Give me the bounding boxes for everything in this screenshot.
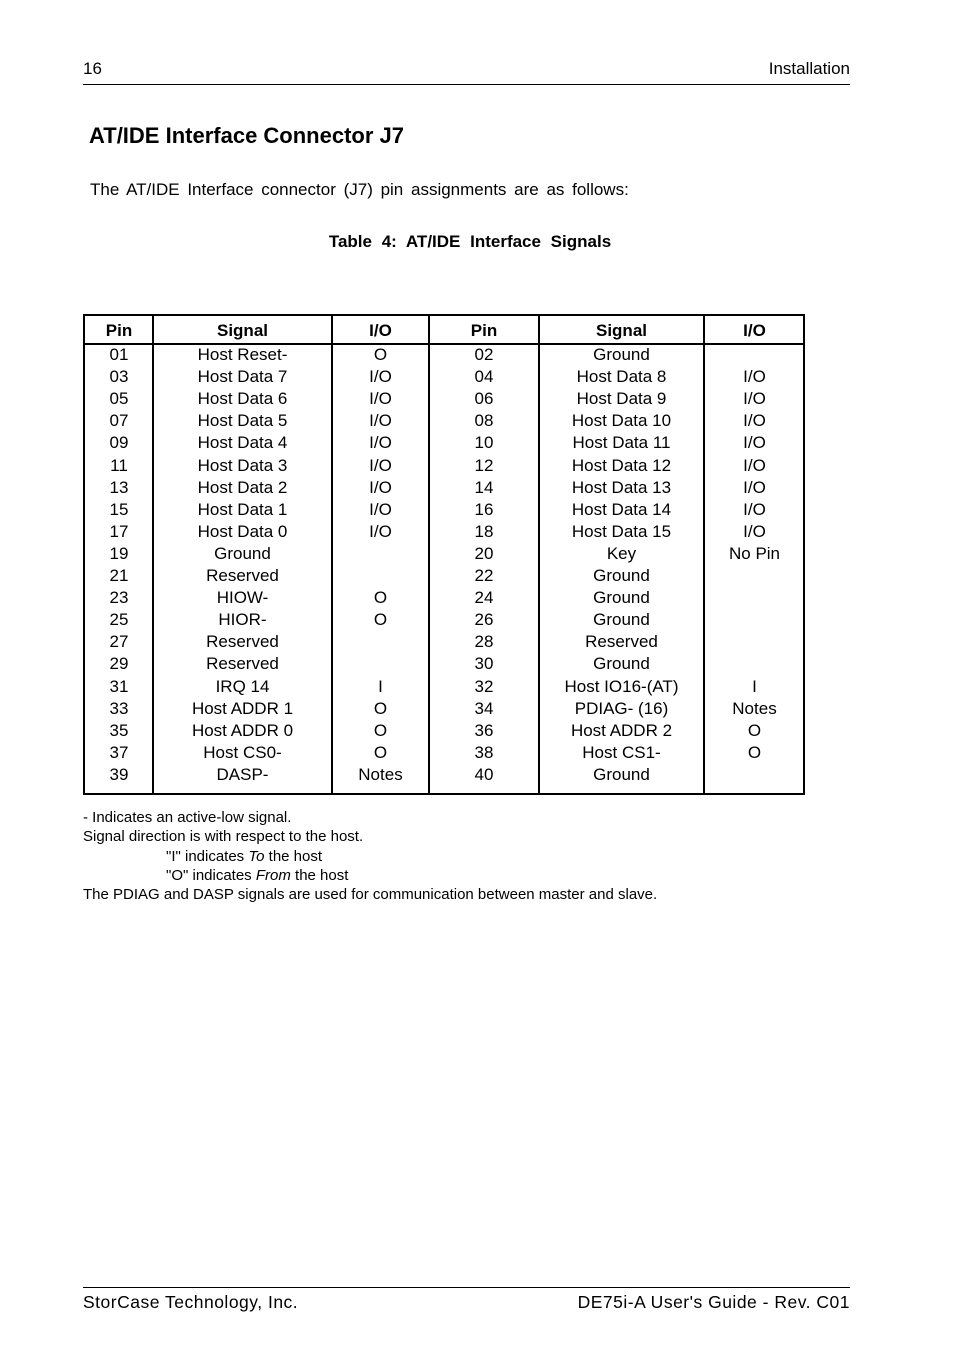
cell-pin-left: 35	[109, 720, 129, 740]
header-signal-right: Signal	[595, 321, 647, 340]
table-notes	[83, 808, 657, 904]
cell-io-left: I	[378, 676, 383, 696]
cell-pin-left: 19	[109, 543, 129, 563]
cell-pin-right: 28	[474, 632, 494, 652]
cell-signal-right: Ground	[593, 588, 650, 608]
cell-pin-right: 40	[474, 764, 494, 784]
cell-signal-left: Host CS0-	[203, 742, 282, 762]
cell-signal-left: Host Data 4	[197, 433, 288, 453]
cell-signal-left: Host Data 5	[197, 411, 288, 431]
cell-io-left: O	[373, 698, 388, 718]
cell-signal-left: Host Reset-	[197, 345, 288, 364]
signal-table	[83, 314, 805, 795]
cell-io-left: Notes	[358, 764, 403, 784]
cell-pin-right: 22	[474, 566, 494, 585]
header-io-left: I/O	[369, 321, 392, 340]
cell-pin-right: 36	[474, 720, 494, 740]
cell-io-left: I/O	[369, 455, 392, 475]
cell-pin-right: 02	[474, 345, 494, 364]
cell-signal-left: Host Data 2	[197, 477, 288, 497]
cell-pin-left: 21	[109, 566, 129, 585]
cell-pin-left: 23	[109, 588, 129, 608]
cell-signal-right: Host Data 10	[571, 411, 672, 431]
page-heading: AT/IDE Interface Connector J7	[89, 123, 404, 148]
cell-signal-right: Ground	[593, 654, 650, 674]
cell-signal-right: Host Data 11	[572, 433, 671, 453]
cell-pin-left: 01	[109, 345, 129, 364]
cell-signal-right: Host ADDR 2	[570, 720, 673, 740]
cell-pin-right: 20	[474, 543, 494, 563]
cell-pin-left: 37	[109, 742, 129, 762]
cell-signal-right: Host CS1-	[582, 742, 661, 762]
cell-io-left: I/O	[369, 367, 392, 387]
cell-pin-right: 10	[474, 433, 494, 453]
cell-signal-left: Host Data 0	[197, 521, 288, 541]
cell-pin-right: 24	[474, 588, 494, 608]
cell-pin-left: 29	[109, 654, 129, 674]
header-io-right: I/O	[743, 321, 766, 340]
cell-signal-left: Host ADDR 0	[191, 720, 294, 740]
cell-signal-right: Ground	[593, 764, 650, 784]
cell-pin-right: 16	[474, 499, 494, 519]
table-caption: Table 4: AT/IDE Interface Signals	[328, 232, 612, 251]
cell-signal-right: Host Data 9	[576, 389, 667, 409]
note-input: "I" indicates To the host	[166, 847, 323, 865]
cell-pin-right: 26	[474, 610, 494, 630]
cell-io-right: I/O	[743, 389, 766, 409]
cell-signal-right: Reserved	[585, 632, 658, 652]
cell-pin-right: 06	[474, 389, 494, 409]
note-direction: Signal direction is with respect to the host.	[83, 828, 364, 846]
footer-company: StorCase Technology, Inc.	[83, 1292, 299, 1312]
cell-signal-left: Reserved	[206, 566, 279, 585]
cell-io-left: I/O	[369, 477, 392, 497]
cell-signal-right: Host Data 13	[571, 477, 672, 497]
cell-signal-right: Host Data 12	[571, 455, 672, 475]
cell-io-left: O	[373, 345, 388, 364]
cell-pin-left: 31	[109, 676, 129, 696]
cell-signal-left: Host ADDR 1	[191, 698, 294, 718]
cell-signal-left: IRQ 14	[215, 676, 270, 696]
cell-io-right: No Pin	[728, 543, 781, 563]
cell-signal-left: HIOW-	[216, 588, 269, 608]
cell-pin-left: 27	[109, 632, 129, 652]
header-pin-left: Pin	[105, 321, 133, 340]
cell-io-left: I/O	[369, 433, 392, 453]
cell-pin-right: 30	[474, 654, 494, 674]
cell-io-right: I	[752, 676, 757, 696]
cell-signal-left: DASP-	[216, 764, 269, 784]
note-output: "O" indicates From the host	[166, 866, 349, 884]
footer-rule	[83, 1287, 850, 1288]
cell-pin-left: 25	[109, 610, 129, 630]
cell-pin-left: 11	[110, 455, 128, 475]
cell-signal-left: Host Data 7	[197, 367, 288, 387]
cell-pin-left: 13	[109, 477, 129, 497]
cell-io-left: O	[373, 720, 388, 740]
cell-signal-right: Ground	[593, 610, 650, 630]
cell-signal-left: Host Data 6	[197, 389, 288, 409]
cell-signal-left: Reserved	[206, 654, 279, 674]
cell-signal-right: Ground	[593, 566, 650, 585]
cell-pin-right: 18	[474, 521, 494, 541]
cell-signal-right: Ground	[593, 345, 650, 364]
cell-signal-right: Host Data 14	[571, 499, 672, 519]
cell-signal-right: Key	[606, 543, 637, 563]
cell-io-left: O	[373, 588, 388, 608]
cell-signal-right: Host IO16-(AT)	[564, 676, 679, 696]
header-pin-right: Pin	[470, 321, 498, 340]
cell-io-right: I/O	[743, 521, 766, 541]
note-active-low: - Indicates an active-low signal.	[83, 809, 292, 826]
cell-io-right: I/O	[743, 411, 766, 431]
cell-pin-right: 38	[474, 742, 494, 762]
cell-pin-left: 05	[109, 389, 129, 409]
cell-io-right: I/O	[743, 455, 766, 475]
cell-signal-right: PDIAG- (16)	[574, 698, 669, 718]
cell-io-right: O	[747, 742, 762, 762]
cell-io-left: I/O	[369, 389, 392, 409]
cell-pin-right: 14	[474, 477, 494, 497]
footer-guide: DE75i-A User's Guide - Rev. C01	[577, 1292, 850, 1312]
page-number: 16	[83, 59, 102, 78]
cell-pin-left: 07	[109, 411, 129, 431]
note-pdiag-dasp: The PDIAG and DASP signals are used for communication between master and slave.	[83, 886, 658, 904]
section-title: Installation	[768, 59, 850, 78]
cell-pin-right: 04	[474, 367, 494, 387]
cell-io-left: O	[373, 742, 388, 762]
cell-pin-right: 12	[474, 455, 494, 475]
cell-signal-right: Host Data 15	[571, 521, 672, 541]
cell-io-right: I/O	[743, 433, 766, 453]
cell-io-right: I/O	[743, 367, 766, 387]
cell-signal-left: Host Data 1	[197, 499, 288, 519]
cell-io-left: O	[373, 610, 388, 630]
cell-signal-left: Host Data 3	[197, 455, 288, 475]
cell-pin-right: 34	[474, 698, 494, 718]
cell-pin-left: 39	[109, 764, 129, 784]
cell-pin-left: 33	[109, 698, 129, 718]
cell-signal-left: Reserved	[206, 632, 279, 652]
cell-pin-left: 09	[109, 433, 129, 453]
cell-pin-left: 03	[109, 367, 129, 387]
cell-io-left: I/O	[369, 411, 392, 431]
cell-io-left: I/O	[369, 521, 392, 541]
header-signal-left: Signal	[216, 321, 268, 340]
cell-pin-right: 08	[474, 411, 494, 431]
cell-pin-right: 32	[474, 676, 494, 696]
cell-signal-left: HIOR-	[218, 610, 267, 630]
cell-io-right: I/O	[743, 499, 766, 519]
cell-pin-left: 17	[109, 521, 129, 541]
header-rule	[83, 84, 850, 85]
cell-io-right: O	[747, 720, 762, 740]
cell-pin-left: 15	[109, 499, 129, 519]
cell-io-right: I/O	[743, 477, 766, 497]
cell-io-right: Notes	[732, 698, 777, 718]
cell-io-left: I/O	[369, 499, 392, 519]
cell-signal-left: Ground	[214, 543, 271, 563]
intro-text: The AT/IDE Interface connector (J7) pin assignments are as follows:	[90, 180, 629, 199]
cell-signal-right: Host Data 8	[576, 367, 667, 387]
